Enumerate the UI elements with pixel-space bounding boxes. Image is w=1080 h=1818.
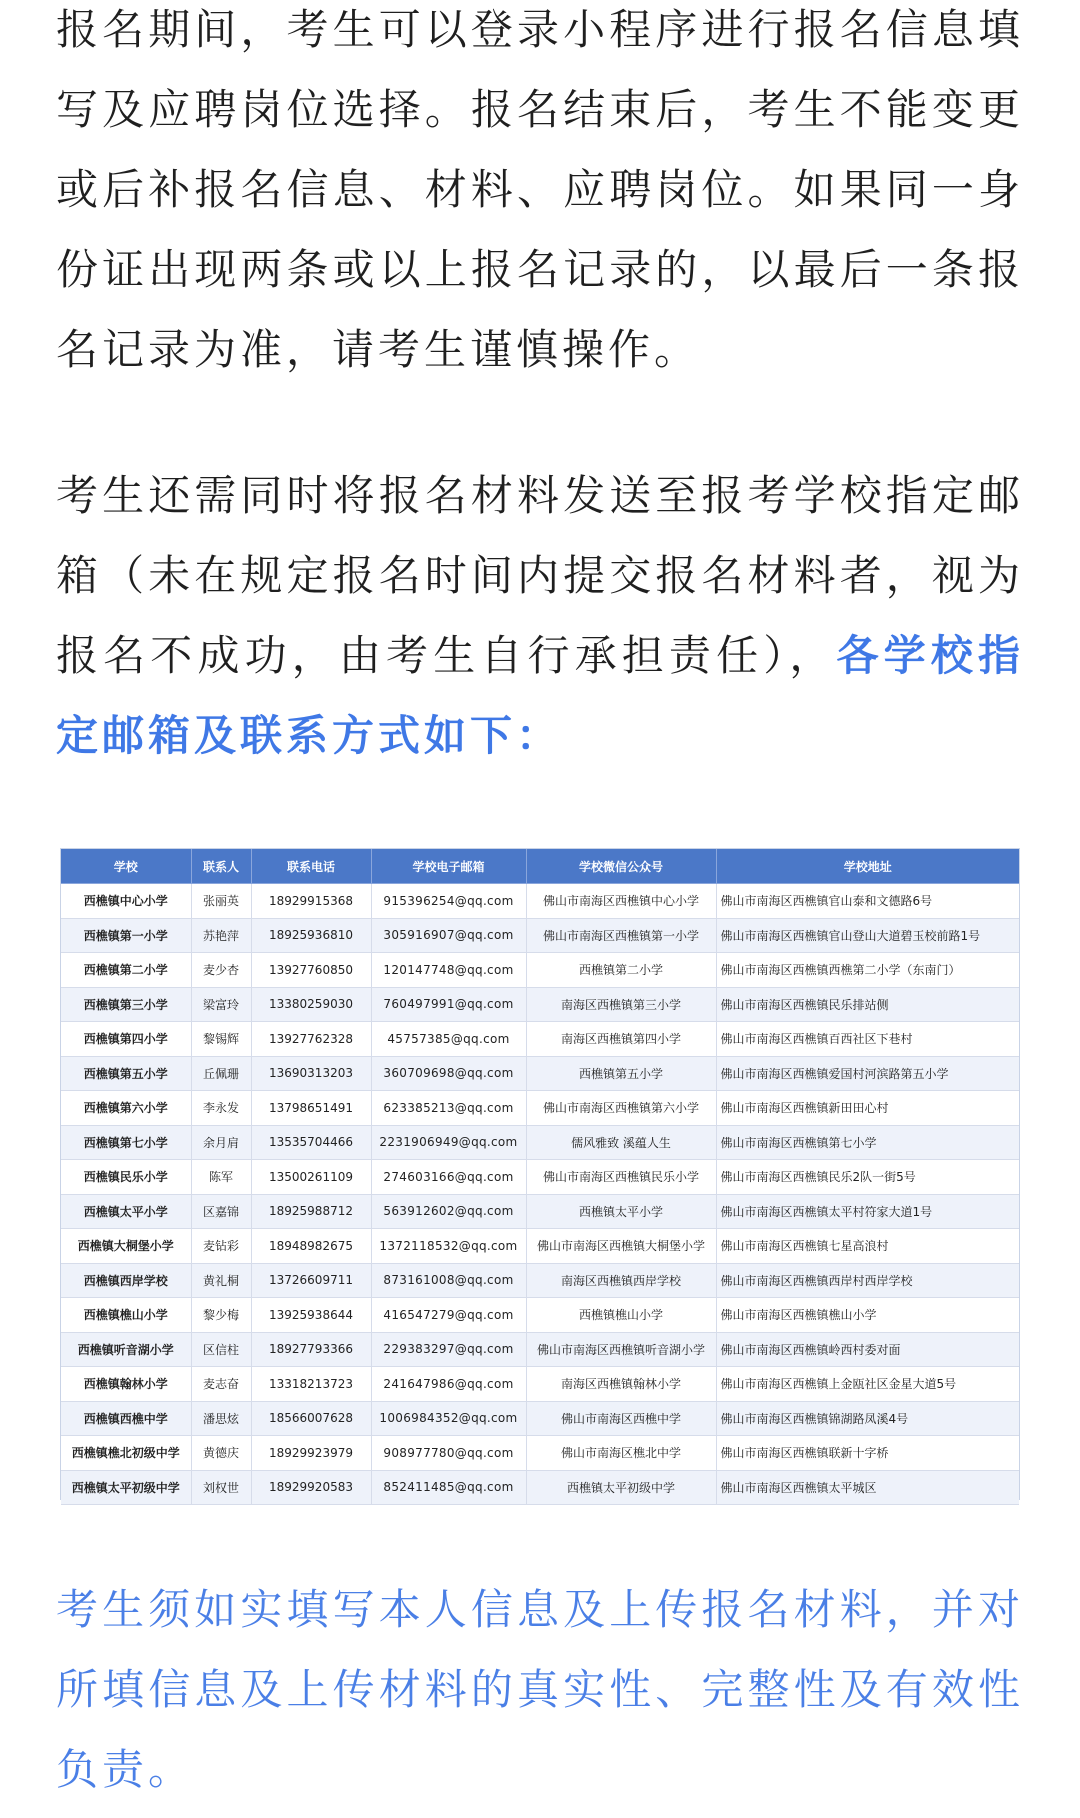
table-row [61,1263,1019,1298]
email-cell: 241647986@qq.com [371,1367,526,1402]
wechat-account-cell: 佛山市南海区樵北中学 [526,1436,716,1471]
email-cell: 2231906949@qq.com [371,1125,526,1160]
table-row [61,1194,1019,1229]
email-cell: 760497991@qq.com [371,987,526,1022]
school-name-cell: 西樵镇西岸学校 [61,1263,191,1298]
address-cell: 佛山市南海区西樵镇樵山小学 [716,1298,1019,1333]
table-row [61,1229,1019,1264]
email-cell: 229383297@qq.com [371,1332,526,1367]
contact-person-cell: 丘佩珊 [191,1056,251,1091]
address-cell: 佛山市南海区西樵镇西岸村西岸学校 [716,1263,1019,1298]
phone-cell: 18925988712 [251,1194,371,1229]
header-contact: 联系人 [191,849,251,884]
wechat-account-cell: 西樵镇第五小学 [526,1056,716,1091]
school-name-cell: 西樵镇中心小学 [61,884,191,919]
email-cell: 563912602@qq.com [371,1194,526,1229]
table-row [61,1091,1019,1126]
school-name-cell: 西樵镇樵北初级中学 [61,1436,191,1471]
address-cell: 佛山市南海区西樵镇民乐2队一街5号 [716,1160,1019,1195]
email-cell: 274603166@qq.com [371,1160,526,1195]
table-row [61,987,1019,1022]
header-phone: 联系电话 [251,849,371,884]
school-name-cell: 西樵镇第二小学 [61,953,191,988]
address-cell: 佛山市南海区西樵镇爱国村河滨路第五小学 [716,1056,1019,1091]
phone-cell: 18929915368 [251,884,371,919]
table-row [61,1367,1019,1402]
wechat-account-cell: 佛山市南海区西樵镇中心小学 [526,884,716,919]
address-cell: 佛山市南海区西樵镇太平城区 [716,1470,1019,1505]
wechat-account-cell: 西樵镇第二小学 [526,953,716,988]
table-row [61,1022,1019,1057]
contact-person-cell: 梁富玲 [191,987,251,1022]
wechat-account-cell: 佛山市南海区西樵镇第六小学 [526,1091,716,1126]
school-name-cell: 西樵镇翰林小学 [61,1367,191,1402]
contact-person-cell: 黄德庆 [191,1436,251,1471]
contact-person-cell: 黄礼桐 [191,1263,251,1298]
wechat-account-cell: 佛山市南海区西樵中学 [526,1401,716,1436]
contact-person-cell: 张丽英 [191,884,251,919]
school-name-cell: 西樵镇第四小学 [61,1022,191,1057]
school-name-cell: 西樵镇樵山小学 [61,1298,191,1333]
address-cell: 佛山市南海区西樵镇第七小学 [716,1125,1019,1160]
phone-cell: 13500261109 [251,1160,371,1195]
table-row [61,1125,1019,1160]
address-cell: 佛山市南海区西樵镇西樵第二小学（东南门） [716,953,1019,988]
address-cell: 佛山市南海区西樵镇官山登山大道碧玉校前路1号 [716,918,1019,953]
school-name-cell: 西樵镇西樵中学 [61,1401,191,1436]
table-row [61,1332,1019,1367]
table-row [61,1056,1019,1091]
header-email: 学校电子邮箱 [371,849,526,884]
table-header-row [61,849,1019,884]
wechat-account-cell: 佛山市南海区西樵镇大桐堡小学 [526,1229,716,1264]
school-name-cell: 西樵镇第三小学 [61,987,191,1022]
address-cell: 佛山市南海区西樵镇官山泰和文德路6号 [716,884,1019,919]
phone-cell: 13927760850 [251,953,371,988]
phone-cell: 18948982675 [251,1229,371,1264]
school-name-cell: 西樵镇听音湖小学 [61,1332,191,1367]
email-cell: 416547279@qq.com [371,1298,526,1333]
email-cell: 908977780@qq.com [371,1436,526,1471]
table-row [61,1436,1019,1471]
phone-cell: 13318213723 [251,1367,371,1402]
materials-email-paragraph [56,456,1024,776]
phone-cell: 13798651491 [251,1091,371,1126]
school-name-cell: 西樵镇太平初级中学 [61,1470,191,1505]
address-cell: 佛山市南海区西樵镇民乐排站侧 [716,987,1019,1022]
contact-table-intro: 各学校指定邮箱及联系方式如下： [56,631,1024,760]
address-cell: 佛山市南海区西樵镇岭西村委对面 [716,1332,1019,1367]
wechat-account-cell: 南海区西樵镇翰林小学 [526,1367,716,1402]
email-cell: 360709698@qq.com [371,1056,526,1091]
header-wechat: 学校微信公众号 [526,849,716,884]
wechat-account-cell: 西樵镇太平小学 [526,1194,716,1229]
phone-cell: 13380259030 [251,987,371,1022]
address-cell: 佛山市南海区西樵镇太平村符家大道1号 [716,1194,1019,1229]
contact-person-cell: 苏艳萍 [191,918,251,953]
phone-cell: 13690313203 [251,1056,371,1091]
contact-person-cell: 麦志奋 [191,1367,251,1402]
table-row [61,953,1019,988]
address-cell: 佛山市南海区西樵镇上金瓯社区金星大道5号 [716,1367,1019,1402]
wechat-account-cell: 佛山市南海区西樵镇第一小学 [526,918,716,953]
table-row [61,1470,1019,1505]
header-school: 学校 [61,849,191,884]
email-cell: 915396254@qq.com [371,884,526,919]
phone-cell: 18929920583 [251,1470,371,1505]
school-name-cell: 西樵镇太平小学 [61,1194,191,1229]
school-contact-table [60,848,1020,1500]
email-cell: 120147748@qq.com [371,953,526,988]
contact-person-cell: 区嘉锦 [191,1194,251,1229]
phone-cell: 18929923979 [251,1436,371,1471]
table-row [61,1401,1019,1436]
phone-cell: 13535704466 [251,1125,371,1160]
email-cell: 623385213@qq.com [371,1091,526,1126]
wechat-account-cell: 西樵镇樵山小学 [526,1298,716,1333]
materials-email-text: 考生还需同时将报名材料发送至报考学校指定邮箱（未在规定报名时间内提交报名材料者，视为报名不成功，由考生自行承担责任）， [56,471,1024,680]
wechat-account-cell: 佛山市南海区西樵镇听音湖小学 [526,1332,716,1367]
registration-notice-paragraph: 报名期间，考生可以登录小程序进行报名信息填写及应聘岗位选择。报名结束后，考生不能变更或后补报名信息、材料、应聘岗位。如果同一身份证出现两条或以上报名记录的，以最后一条报名记录为准，请考生谨慎操作。 [56,5,1024,374]
phone-cell: 13925938644 [251,1298,371,1333]
contact-person-cell: 李永发 [191,1091,251,1126]
phone-cell: 18925936810 [251,918,371,953]
phone-cell: 18566007628 [251,1401,371,1436]
wechat-account-cell: 西樵镇太平初级中学 [526,1470,716,1505]
wechat-account-cell: 佛山市南海区西樵镇民乐小学 [526,1160,716,1195]
address-cell: 佛山市南海区西樵镇联新十字桥 [716,1436,1019,1471]
table-row [61,884,1019,919]
contact-person-cell: 黎锡辉 [191,1022,251,1057]
address-cell: 佛山市南海区西樵镇锦湖路凤溪4号 [716,1401,1019,1436]
wechat-account-cell: 南海区西樵镇西岸学校 [526,1263,716,1298]
truthfulness-notice-paragraph: 考生须如实填写本人信息及上传报名材料，并对所填信息及上传材料的真实性、完整性及有效性负责。 [56,1585,1024,1794]
email-cell: 305916907@qq.com [371,918,526,953]
school-name-cell: 西樵镇第七小学 [61,1125,191,1160]
email-cell: 852411485@qq.com [371,1470,526,1505]
email-cell: 1372118532@qq.com [371,1229,526,1264]
table-row [61,1298,1019,1333]
school-name-cell: 西樵镇民乐小学 [61,1160,191,1195]
contact-person-cell: 麦钻彩 [191,1229,251,1264]
school-name-cell: 西樵镇大桐堡小学 [61,1229,191,1264]
table-row [61,918,1019,953]
school-name-cell: 西樵镇第五小学 [61,1056,191,1091]
address-cell: 佛山市南海区西樵镇新田田心村 [716,1091,1019,1126]
email-cell: 45757385@qq.com [371,1022,526,1057]
contact-person-cell: 陈军 [191,1160,251,1195]
contact-person-cell: 刘权世 [191,1470,251,1505]
address-cell: 佛山市南海区西樵镇百西社区下巷村 [716,1022,1019,1057]
email-cell: 1006984352@qq.com [371,1401,526,1436]
wechat-account-cell: 南海区西樵镇第四小学 [526,1022,716,1057]
phone-cell: 18927793366 [251,1332,371,1367]
table-row [61,1160,1019,1195]
contact-person-cell: 黎少梅 [191,1298,251,1333]
phone-cell: 13726609711 [251,1263,371,1298]
address-cell: 佛山市南海区西樵镇七星高浪村 [716,1229,1019,1264]
phone-cell: 13927762328 [251,1022,371,1057]
contact-person-cell: 潘思炫 [191,1401,251,1436]
header-address: 学校地址 [716,849,1019,884]
wechat-account-cell: 南海区西樵镇第三小学 [526,987,716,1022]
contact-person-cell: 麦少杏 [191,953,251,988]
contact-person-cell: 余月肩 [191,1125,251,1160]
wechat-account-cell: 儒风雅致 溪蕴人生 [526,1125,716,1160]
school-name-cell: 西樵镇第六小学 [61,1091,191,1126]
email-cell: 873161008@qq.com [371,1263,526,1298]
contact-person-cell: 区信柱 [191,1332,251,1367]
school-name-cell: 西樵镇第一小学 [61,918,191,953]
